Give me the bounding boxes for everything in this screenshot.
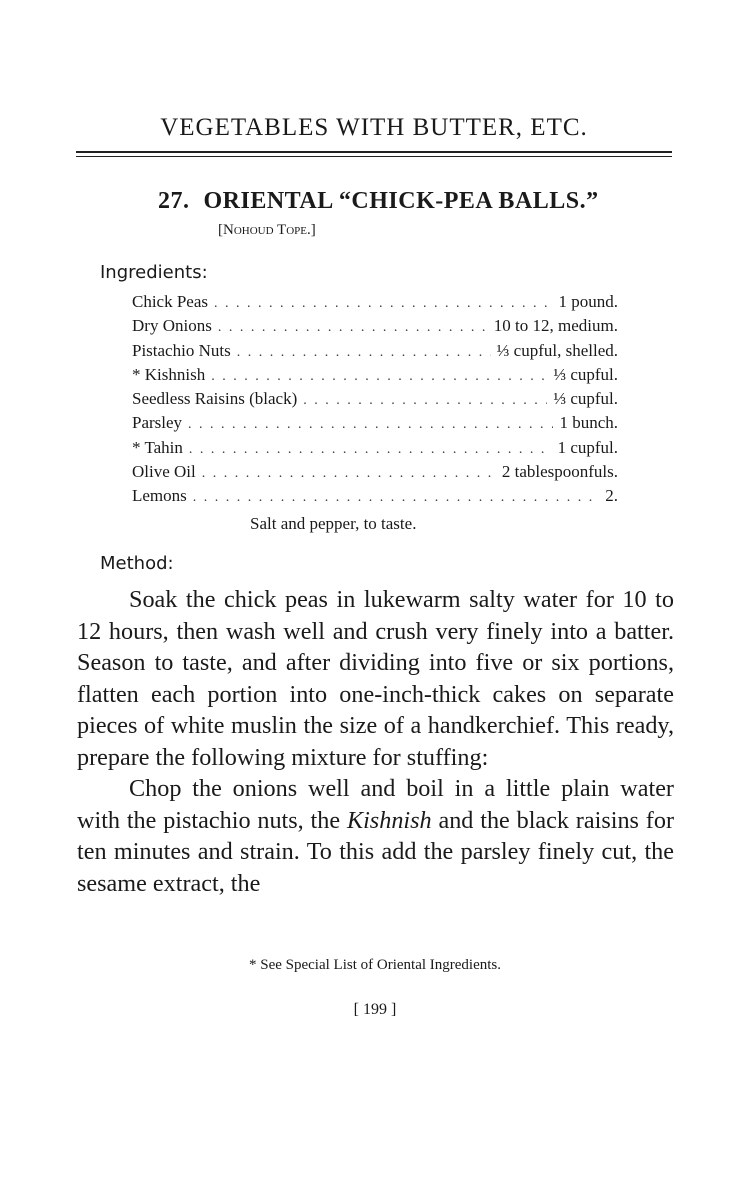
ingredient-row [132, 341, 618, 365]
ingredient-quantity: 10 to 12, medium. [493, 316, 618, 336]
ingredient-name: Chick Peas [132, 292, 209, 311]
ingredient-row [132, 438, 618, 462]
running-head: VEGETABLES WITH BUTTER, ETC. [160, 114, 588, 141]
ingredient-quantity: 1 cupful. [557, 437, 618, 457]
ingredients-list [132, 292, 618, 511]
leader-dots [211, 369, 547, 385]
ingredient-name: Dry Onions [132, 316, 212, 336]
page-number: [ 199 ] [353, 1001, 397, 1018]
ingredient-name: * Kishnish [132, 364, 206, 384]
ingredient-row [132, 389, 618, 413]
ingredient-quantity: 2 tablespoonfuls. [501, 462, 618, 482]
leader-dots [193, 490, 599, 506]
ingredient-name: * Tahin [132, 437, 183, 457]
ingredient-name: Pistachio Nuts [132, 340, 231, 360]
ingredient-quantity: 1 pound. [558, 292, 618, 311]
ingredient-quantity: 2. [605, 486, 618, 506]
method-paragraph: Soak the chick peas in lukewarm salty water for 10 to 12 hours, then wash well and crush very finely into a batter. Season to taste, and after dividing into five or six portions, flatten each portion into one-inch-thick cakes on separate pieces of white muslin the size of a handkerchief. This ready, prepare the following mixture for stuffing: [77, 586, 674, 771]
method-text [77, 584, 674, 899]
ingredient-row [132, 413, 618, 437]
leader-dots [237, 345, 491, 361]
leader-dots [189, 442, 552, 458]
ingredient-quantity: ⅓ cupful. [553, 364, 618, 384]
ingredient-name: Seedless Raisins (black) [132, 389, 298, 409]
header-rule [76, 151, 672, 153]
ingredient-quantity: ⅓ cupful, shelled. [496, 340, 618, 360]
footnote: * See Special List of Oriental Ingredients. [248, 957, 501, 973]
method-label: Method: [100, 553, 174, 574]
ingredients-label: Ingredients: [100, 262, 208, 283]
ingredient-quantity: ⅓ cupful. [553, 389, 618, 409]
method-text-run: and the black raisins for ten minutes and strain. To this add the parsley finely cut, the sesame extract, the [77, 806, 674, 897]
ingredient-row [132, 486, 618, 510]
ingredient-name: Lemons [132, 486, 187, 506]
method-text-run: Chop the onions well and boil in a little plain water with the pistachio nuts, the [77, 775, 674, 834]
kishnish-italic: Kishnish [346, 806, 432, 834]
leader-dots [303, 393, 547, 409]
recipe-title [158, 188, 599, 215]
ingredient-name: Olive Oil [132, 462, 196, 482]
method-paragraph [77, 773, 674, 899]
salt-note: Salt and pepper, to taste. [250, 514, 417, 533]
header-rule-thin [76, 156, 672, 157]
ingredient-quantity: 1 bunch. [559, 413, 618, 433]
ingredient-name: Parsley [132, 413, 183, 433]
ingredient-row [132, 316, 618, 340]
leader-dots [202, 466, 496, 482]
ingredient-row [132, 462, 618, 486]
recipe-subtitle: [Nohoud Tope.] [218, 222, 316, 238]
ingredient-row [132, 365, 618, 389]
leader-dots [188, 417, 553, 433]
ingredient-row [132, 292, 618, 316]
leader-dots [214, 296, 552, 312]
recipe-name: ORIENTAL “CHICK-PEA BALLS.” [203, 188, 599, 214]
recipe-number: 27. [158, 188, 190, 214]
leader-dots [218, 320, 488, 336]
